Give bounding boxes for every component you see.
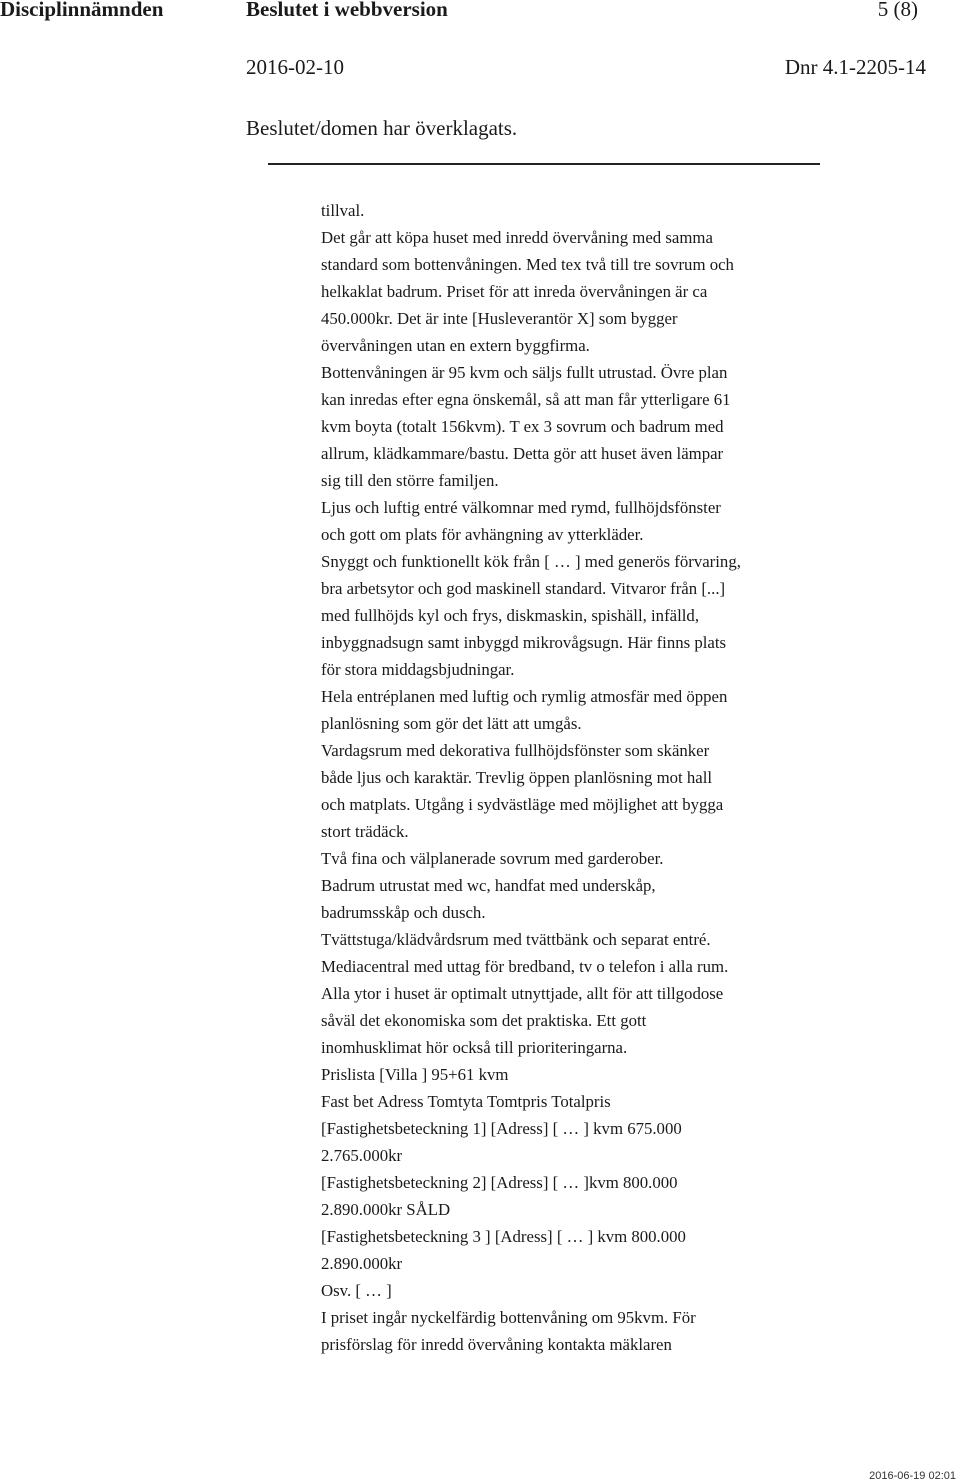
header-divider: [268, 163, 820, 165]
body-line: 2.890.000kr: [321, 1254, 403, 1273]
body-line: Fast bet Adress Tomtyta Tomtpris Totalpris: [321, 1092, 611, 1111]
body-line: för stora middagsbjudningar.: [321, 660, 515, 679]
footer-timestamp: 2016-06-19 02:01: [869, 1470, 956, 1482]
page-number: 5 (8): [877, 0, 918, 21]
body-line: standard som bottenvåningen. Med tex två till tre sovrum och: [321, 255, 734, 274]
body-line: inomhusklimat hör också till prioriteringarna.: [321, 1038, 628, 1057]
body-line: såväl det ekonomiska som det praktiska. Ett gott: [321, 1011, 647, 1030]
body-line: tillval.: [321, 201, 365, 220]
body-line: 2.890.000kr SÅLD: [321, 1200, 451, 1219]
body-line: med fullhöjds kyl och frys, diskmaskin, spishäll, infälld,: [321, 606, 700, 625]
body-line: prisförslag för inredd övervåning kontakta mäklaren: [321, 1335, 672, 1354]
body-line: Hela entréplanen med luftig och rymlig atmosfär med öppen: [321, 687, 728, 706]
body-line: sig till den större familjen.: [321, 471, 499, 490]
header-document-title: Beslutet i webbversion: [246, 0, 448, 21]
body-line: helkaklat badrum. Priset för att inreda övervåningen är ca: [321, 282, 708, 301]
body-line: Vardagsrum med dekorativa fullhöjdsfönster som skänker: [321, 741, 710, 760]
body-line: planlösning som gör det lätt att umgås.: [321, 714, 582, 733]
body-line: allrum, klädkammare/bastu. Detta gör att huset även lämpar: [321, 444, 724, 463]
body-line: inbyggnadsugn samt inbyggd mikrovågsugn. Här finns plats: [321, 633, 727, 652]
appeal-status: Beslutet/domen har överklagats.: [246, 116, 518, 140]
body-line: och gott om plats för avhängning av ytterkläder.: [321, 525, 644, 544]
body-line: [Fastighetsbeteckning 2] [Adress] [ … ]kvm 800.000: [321, 1173, 678, 1192]
body-line: [Fastighetsbeteckning 3 ] [Adress] [ … ] kvm 800.000: [321, 1227, 686, 1246]
body-line: Tvättstuga/klädvårdsrum med tvättbänk och separat entré.: [321, 930, 711, 949]
body-line: Två fina och välplanerade sovrum med garderober.: [321, 849, 664, 868]
body-line: Det går att köpa huset med inredd övervåning med samma: [321, 228, 713, 247]
body-line: kan inredas efter egna önskemål, så att man får ytterligare 61: [321, 390, 731, 409]
body-line: Ljus och luftig entré välkomnar med rymd, fullhöjdsfönster: [321, 498, 721, 517]
body-line: kvm boyta (totalt 156kvm). T ex 3 sovrum och badrum med: [321, 417, 724, 436]
body-line: och matplats. Utgång i sydvästläge med möjlighet att bygga: [321, 795, 724, 814]
decision-date: 2016-02-10: [246, 55, 344, 79]
body-line: badrumsskåp och dusch.: [321, 903, 486, 922]
body-line: Alla ytor i huset är optimalt utnyttjade, allt för att tillgodose: [321, 984, 724, 1003]
body-line: Mediacentral med uttag för bredband, tv o telefon i alla rum.: [321, 957, 729, 976]
body-line: Badrum utrustat med wc, handfat med underskåp,: [321, 876, 656, 895]
header-organization: Disciplinnämnden: [0, 0, 164, 21]
body-line: både ljus och karaktär. Trevlig öppen planlösning mot hall: [321, 768, 713, 787]
body-line: Osv. [ … ]: [321, 1281, 392, 1300]
body-line: I priset ingår nyckelfärdig bottenvåning om 95kvm. För: [321, 1308, 696, 1327]
body-line: bra arbetsytor och god maskinell standard. Vitvaror från [...]: [321, 579, 726, 598]
body-line: Prislista [Villa ] 95+61 kvm: [321, 1065, 509, 1084]
body-line: 450.000kr. Det är inte [Husleverantör X] som bygger: [321, 309, 678, 328]
body-line: stort trädäck.: [321, 822, 409, 841]
document-body: [321, 197, 791, 1358]
body-line: 2.765.000kr: [321, 1146, 403, 1165]
body-line: Bottenvåningen är 95 kvm och säljs fullt utrustad. Övre plan: [321, 363, 728, 382]
body-line: övervåningen utan en extern byggfirma.: [321, 336, 590, 355]
body-line: Snyggt och funktionellt kök från [ … ] med generös förvaring,: [321, 552, 741, 571]
body-line: [Fastighetsbeteckning 1] [Adress] [ … ] kvm 675.000: [321, 1119, 682, 1138]
case-number: Dnr 4.1-2205-14: [784, 55, 926, 79]
